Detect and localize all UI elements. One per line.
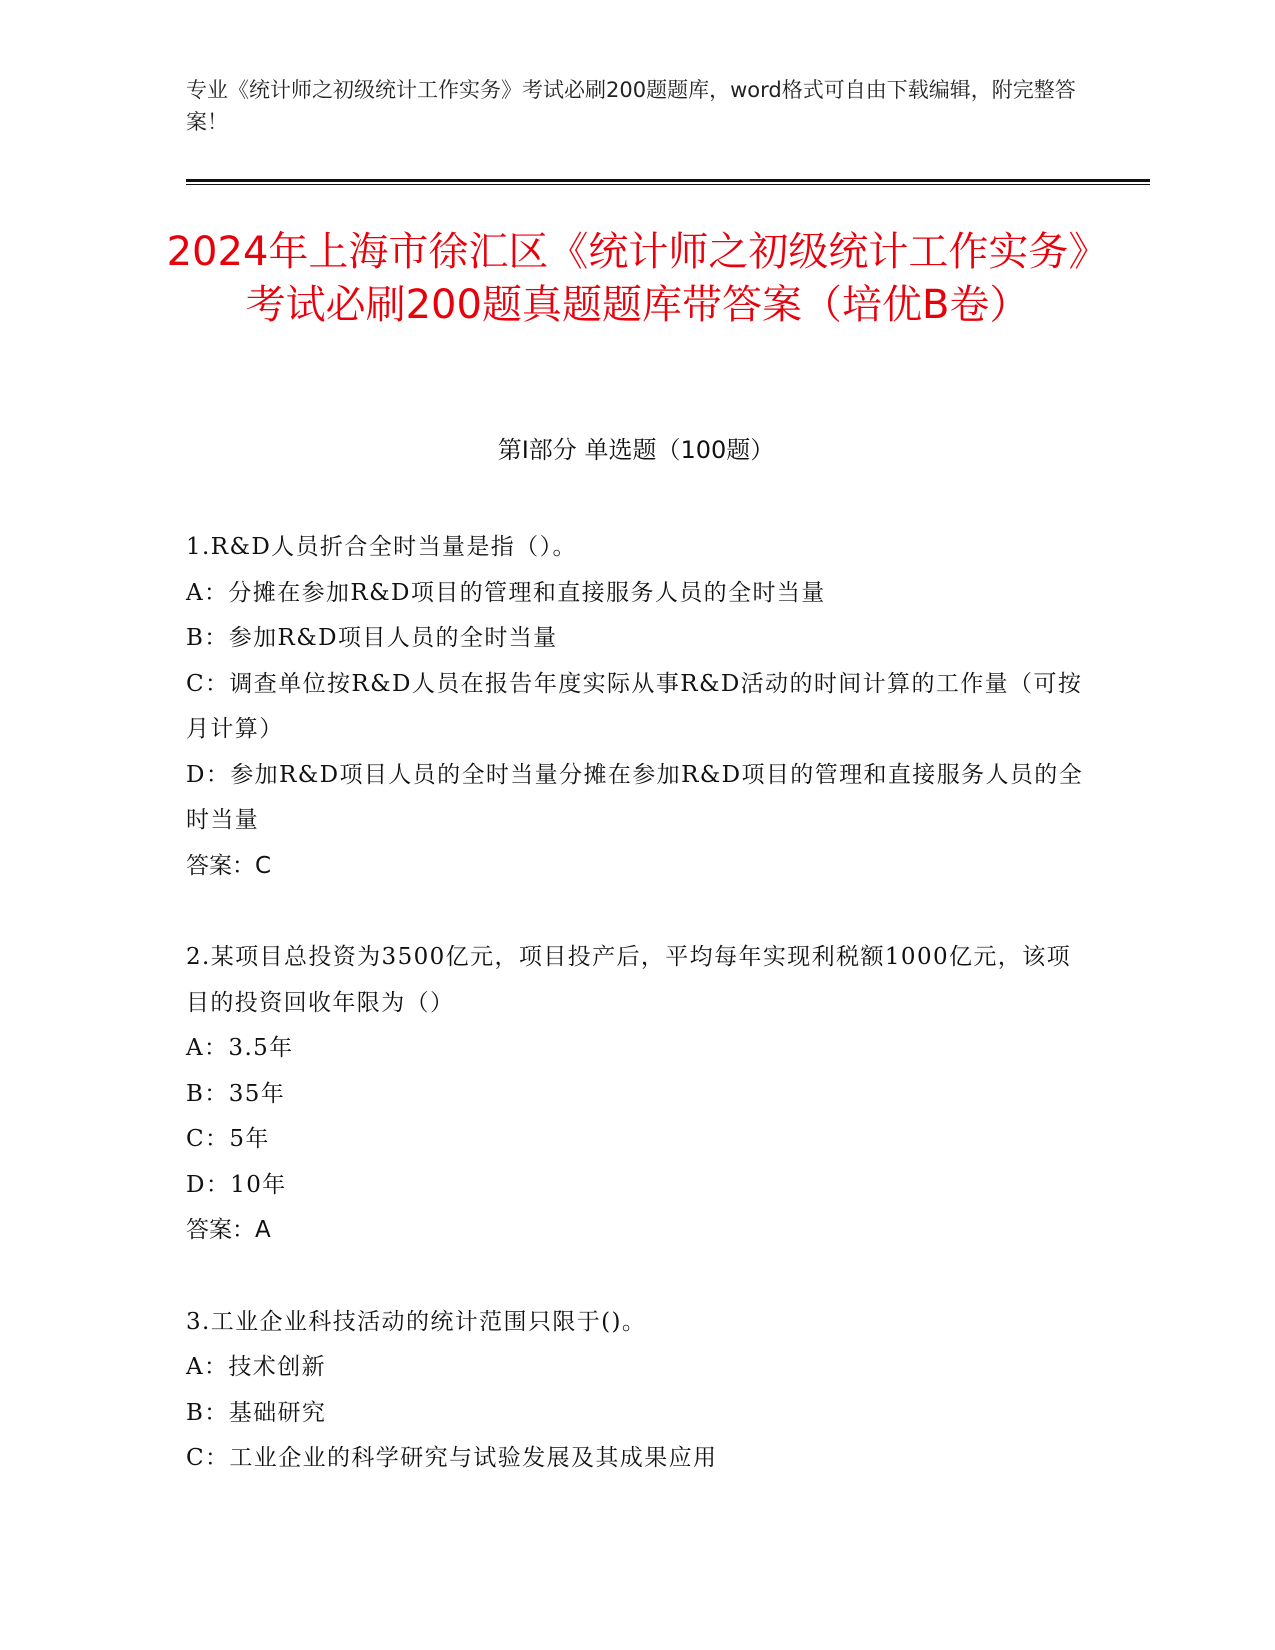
option-a: A：技术创新 <box>186 1354 327 1380</box>
option-a: A：分摊在参加R&D项目的管理和直接服务人员的全时当量 <box>186 579 826 606</box>
option-b: B：参加R&D项目人员的全时当量 <box>186 625 558 651</box>
page-header: 专业《统计师之初级统计工作实务》考试必刷200题题库，word格式可自由下载编辑，附完整答案！ <box>186 78 1076 134</box>
question-list <box>186 525 1086 1528</box>
option-c: C：调查单位按R&D人员在报告年度实际从事R&D活动的时间计算的工作量（可按月计算） <box>186 670 1083 742</box>
option-a: A：3.5年 <box>186 1035 294 1061</box>
header-divider-thin <box>186 184 1150 185</box>
option-d: D：参加R&D项目人员的全时当量分摊在参加R&D项目的管理和直接服务人员的全时当量 <box>186 761 1084 833</box>
question-stem: 3.工业企业科技活动的统计范围只限于()。 <box>186 1308 647 1335</box>
document-title: 2024年上海市徐汇区《统计师之初级统计工作实务》考试必刷200题真题题库带答案（培优B卷） <box>166 229 1109 328</box>
question-1 <box>186 525 1086 889</box>
option-c: C：5年 <box>186 1126 270 1152</box>
section-heading: 第Ⅰ部分 单选题（100题） <box>497 436 775 464</box>
answer: 答案：A <box>186 1217 271 1243</box>
question-stem: 2.某项目总投资为3500亿元，项目投产后，平均每年实现利税额1000亿元，该项目的投资回收年限为（） <box>186 944 1072 1016</box>
question-2 <box>186 935 1086 1254</box>
option-c: C：工业企业的科学研究与试验发展及其成果应用 <box>186 1445 718 1471</box>
option-d: D：10年 <box>186 1171 287 1198</box>
question-3 <box>186 1300 1086 1482</box>
option-b: B：35年 <box>186 1080 286 1107</box>
answer: 答案：C <box>186 852 272 879</box>
question-stem: 1.R&D人员折合全时当量是指（）。 <box>186 534 577 560</box>
option-b: B：基础研究 <box>186 1399 327 1426</box>
header-divider <box>186 179 1150 182</box>
